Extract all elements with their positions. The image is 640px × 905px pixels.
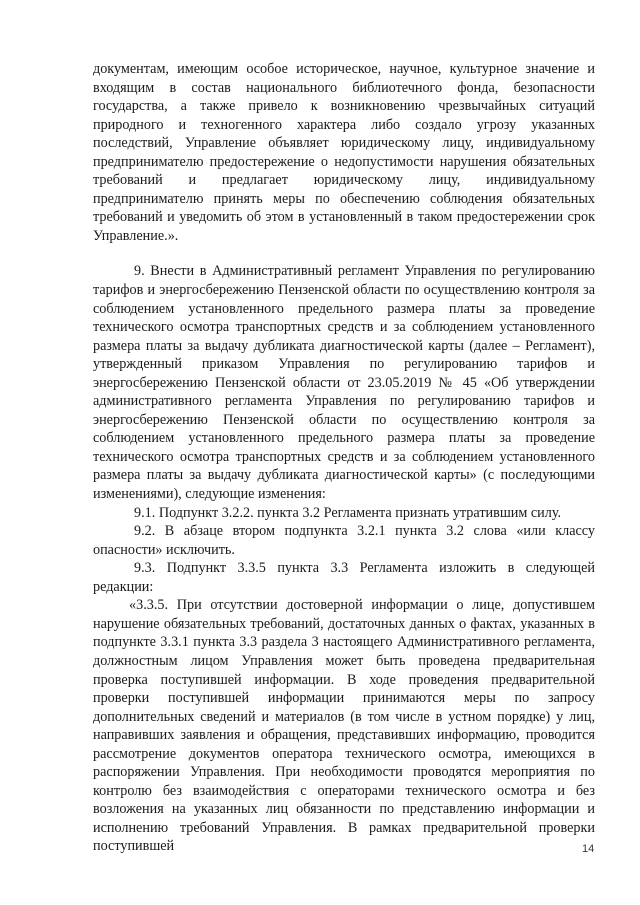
paragraph-gap [93,245,595,262]
paragraph-item-9-3: 9.3. Подпункт 3.3.5 пункта 3.3 Регламента изложить в следующей редакции: [93,560,595,595]
paragraph-quote-3-3-5: «3.3.5. При отсутствии достоверной информации о лице, допустившем нарушение обязательных требований, достаточных данных о фактах, указанных в подпункте 3.3.1 пункта 3.3 раздела 3 настоящего Административного регламента, должностным лицом Управления может быть проведена предварительная проверка поступившей информации. В ходе проведения предварительной проверки поступившей информации принимаются меры по запросу дополнительных сведений и материалов (в том числе в устном порядке) у лиц, направивших заявления и обращения, представивших информацию, проводится рассмотрение документов оператора технического осмотра, имеющихся в распоряжении Управления. При необходимости проводятся мероприятия по контролю без взаимодействия с операторами технического осмотра и без возложения на указанных лиц обязанности по представлению информации и исполнению требований Управления. В рамках предварительной проверки поступившей [93,597,595,855]
paragraph-item-9-1: 9.1. Подпункт 3.2.2. пункта 3.2 Регламента признать утратившим силу. [134,504,562,521]
page-number: 14 [582,843,595,855]
document-page [93,60,595,856]
paragraph-continuation: документам, имеющим особое историческое, научное, культурное значение и входящим в состав национального библиотечного фонда, безопасности государства, а также привело к возникновению чрезвычайных ситуаций природного и техногенного характера либо создало угрозу указанных последствий, Управление объявляет юридическому лицу, индивидуальному предпринимателю предостережение о недопустимости нарушения обязательных требований и предлагает юридическому лицу, индивидуальному предпринимателю принять меры по обеспечению соблюдения обязательных требований и уведомить об этом в установленный в таком предостережении срок Управление.». [93,61,595,244]
paragraph-item-9: 9. Внести в Административный регламент Управления по регулированию тарифов и энергосбережению Пензенской области по осуществлению контроля за соблюдением установленного предельного размера платы за проведение технического осмотра транспортных средств и за соблюдением установленного размера платы за выдачу дубликата диагностической карты (далее – Регламент), утвержденный приказом Управления по регулированию тарифов и энергосбережению Пензенской области от 23.05.2019 № 45 «Об утверждении административного регламента Управления по регулированию тарифов и энергосбережению Пензенской области по осуществлению контроля за соблюдением установленного предельного размера платы за проведение технического осмотра транспортных средств и за соблюдением установленного размера платы за выдачу дубликата диагностической карты» (с последующими изменениями), следующие изменения: [93,263,595,503]
paragraph-item-9-2: 9.2. В абзаце втором подпункта 3.2.1 пункта 3.2 слова «или классу опасности» исключить. [93,523,595,558]
